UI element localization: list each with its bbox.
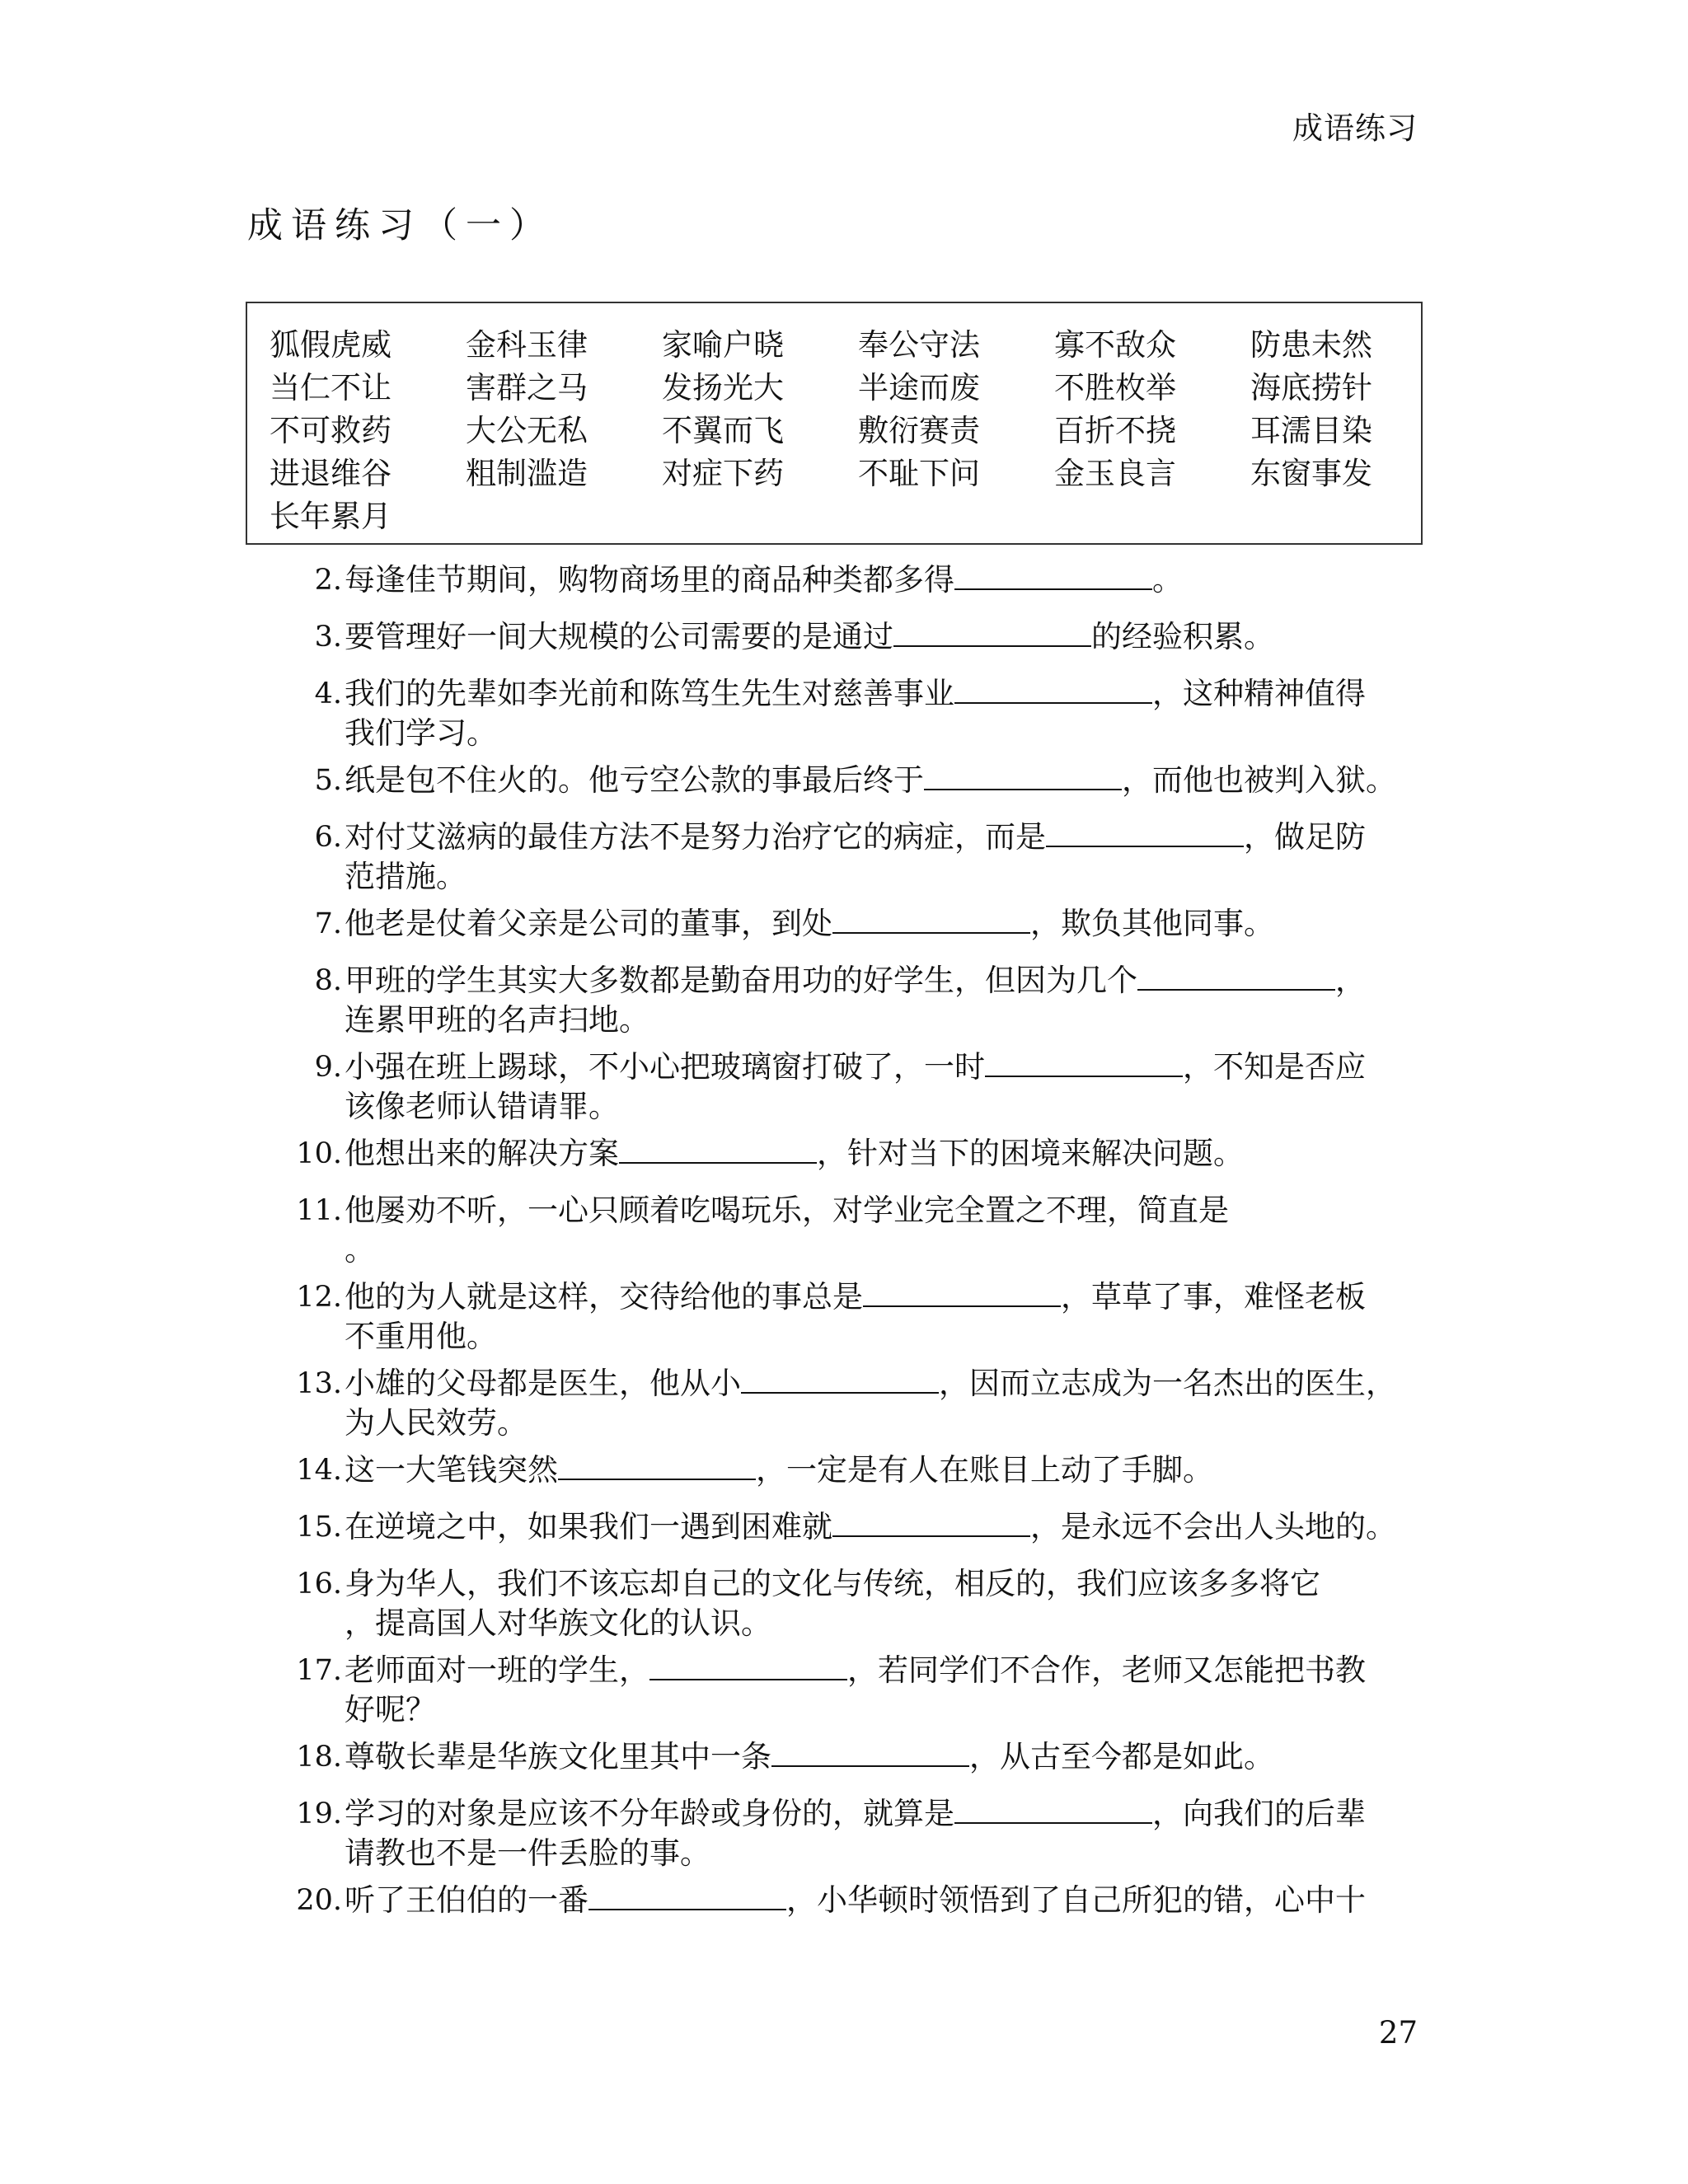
idiom-item: 进退维谷	[270, 456, 392, 491]
answer-blank[interactable]	[558, 1451, 756, 1480]
question-text: 身为华人，我们不该忘却自己的文化与传统，相反的，我们应该多多将它	[345, 1566, 1320, 1601]
question-number: 9.	[314, 1051, 342, 1084]
answer-blank[interactable]	[1137, 961, 1335, 991]
answer-blank[interactable]	[832, 904, 1030, 934]
question-text: 小强在班上踢球，不小心把玻璃窗打破了，一时	[345, 1049, 985, 1085]
question-item	[293, 1507, 1447, 1547]
question-item	[293, 1794, 1447, 1873]
answer-blank[interactable]	[649, 1651, 847, 1680]
question-text-continued: 连累甲班的名声扫地。	[345, 1002, 649, 1038]
question-number: 3.	[314, 621, 342, 654]
question-text-after-blank: ，从古至今都是如此。	[969, 1739, 1274, 1774]
question-text: 老师面对一班的学生，	[345, 1652, 649, 1688]
question-text-after-blank: ，向我们的后辈	[1152, 1796, 1366, 1831]
question-text: 他老是仗着父亲是公司的董事，到处	[345, 906, 832, 941]
question-text: 对付艾滋病的最佳方法不是努力治疗它的病症，而是	[345, 819, 1046, 855]
idiom-item: 害群之马	[466, 370, 588, 405]
idiom-word-bank	[246, 302, 1423, 545]
question-number: 11.	[296, 1194, 342, 1227]
idiom-item: 对症下药	[662, 456, 784, 491]
question-number: 16.	[296, 1568, 342, 1601]
idiom-item: 敷衍赛责	[858, 413, 980, 448]
question-text-after-blank: ，是永远不会出人头地的。	[1030, 1509, 1396, 1544]
question-number: 8.	[314, 964, 342, 997]
idiom-item: 海底捞针	[1250, 370, 1372, 405]
answer-blank[interactable]	[771, 1737, 969, 1767]
answer-blank[interactable]	[954, 674, 1152, 704]
answer-blank[interactable]	[893, 617, 1091, 647]
idiom-item: 不胜枚举	[1054, 370, 1176, 405]
idiom-item: 防患未然	[1250, 327, 1372, 363]
question-number: 20.	[296, 1884, 342, 1917]
question-text: 纸是包不住火的。他亏空公款的事最后终于	[345, 762, 924, 798]
question-text: 学习的对象是应该不分年龄或身份的，就算是	[345, 1796, 954, 1831]
answer-blank[interactable]	[741, 1364, 939, 1394]
question-number: 13.	[296, 1367, 342, 1400]
idiom-item: 不耻下问	[858, 456, 980, 491]
question-number: 12.	[296, 1281, 342, 1314]
question-text-after-blank: ，不知是否应	[1183, 1049, 1366, 1085]
question-text-after-blank: ，	[1335, 963, 1366, 998]
answer-blank[interactable]	[985, 1047, 1183, 1077]
question-text: 他想出来的解决方案	[345, 1136, 619, 1171]
question-item	[293, 1277, 1447, 1357]
question-text-after-blank: ，草草了事，难怪老板	[1061, 1279, 1366, 1315]
answer-blank[interactable]	[619, 1134, 817, 1164]
question-text-after-blank: ，小华顿时领悟到了自己所犯的错，心中十	[786, 1882, 1366, 1918]
question-text: 听了王伯伯的一番	[345, 1882, 588, 1918]
question-number: 6.	[314, 821, 342, 854]
question-text-after-blank: ，而他也被判入狱。	[1122, 762, 1396, 798]
question-item	[293, 1737, 1447, 1777]
question-text-continued: 请教也不是一件丢脸的事。	[345, 1835, 710, 1871]
idiom-item: 发扬光大	[662, 370, 784, 405]
question-number: 4.	[314, 677, 342, 710]
question-number: 18.	[296, 1741, 342, 1774]
question-number: 7.	[314, 907, 342, 940]
question-text-after-blank: ，若同学们不合作，老师又怎能把书教	[847, 1652, 1366, 1688]
idiom-item: 粗制滥造	[466, 456, 588, 491]
question-text-after-blank: ，做足防	[1244, 819, 1366, 855]
idiom-item: 家喻户晓	[662, 327, 784, 363]
idiom-item: 奉公守法	[858, 327, 980, 363]
question-text: 每逢佳节期间，购物商场里的商品种类都多得	[345, 562, 954, 598]
question-text-after-blank: 。	[1152, 562, 1183, 598]
idiom-item: 百折不挠	[1054, 413, 1176, 448]
page-title: 成语练习（一）	[247, 205, 553, 246]
idiom-item: 耳濡目染	[1250, 413, 1372, 448]
idiom-item: 寡不敌众	[1054, 327, 1176, 363]
running-header: 成语练习	[1292, 110, 1418, 146]
question-text-after-blank: ，针对当下的困境来解决问题。	[817, 1136, 1244, 1171]
question-text-continued: ，提高国人对华族文化的认识。	[345, 1605, 771, 1641]
answer-blank[interactable]	[954, 560, 1152, 590]
question-number: 5.	[314, 764, 342, 797]
question-text-continued: 为人民效劳。	[345, 1405, 528, 1441]
question-item	[293, 560, 1447, 600]
idiom-item: 长年累月	[270, 499, 392, 534]
question-number: 15.	[296, 1511, 342, 1544]
question-item	[293, 1651, 1447, 1730]
question-text: 这一大笔钱突然	[345, 1452, 558, 1488]
question-item	[293, 761, 1447, 800]
question-item	[293, 1451, 1447, 1490]
question-text: 我们的先辈如李光前和陈笃生先生对慈善事业	[345, 676, 954, 711]
idiom-item: 东窗事发	[1250, 456, 1372, 491]
page-number: 27	[1378, 2015, 1418, 2050]
question-text-after-blank: ，一定是有人在账目上动了手脚。	[756, 1452, 1213, 1488]
idiom-item: 不翼而飞	[662, 413, 784, 448]
question-text: 他屡劝不听，一心只顾着吃喝玩乐，对学业完全置之不理，简直是	[345, 1193, 1229, 1228]
question-text: 甲班的学生其实大多数都是勤奋用功的好学生，但因为几个	[345, 963, 1137, 998]
question-item	[293, 818, 1447, 897]
idiom-item: 金玉良言	[1054, 456, 1176, 491]
question-item	[293, 1191, 1447, 1270]
question-item	[293, 1047, 1447, 1127]
question-text-continued: 我们学习。	[345, 715, 497, 751]
answer-blank[interactable]	[588, 1881, 786, 1910]
question-text: 他的为人就是这样，交待给他的事总是	[345, 1279, 863, 1315]
question-number: 2.	[314, 564, 342, 597]
question-number: 19.	[296, 1797, 342, 1830]
question-text-after-blank: ，因而立志成为一名杰出的医生，	[939, 1366, 1396, 1401]
question-item	[293, 1881, 1447, 1920]
answer-blank[interactable]	[863, 1277, 1061, 1307]
question-text-continued: 。	[345, 1232, 375, 1268]
question-item	[293, 961, 1447, 1040]
question-item	[293, 617, 1447, 657]
question-number: 14.	[296, 1454, 342, 1487]
answer-blank[interactable]	[924, 761, 1122, 790]
question-text: 在逆境之中，如果我们一遇到困难就	[345, 1509, 832, 1544]
question-text-continued: 好呢？	[345, 1692, 436, 1727]
question-item	[293, 1364, 1447, 1443]
answer-blank[interactable]	[1046, 818, 1244, 847]
idiom-item: 狐假虎威	[270, 327, 392, 363]
idiom-item: 当仁不让	[270, 370, 392, 405]
question-item	[293, 904, 1447, 944]
question-item	[293, 674, 1447, 753]
question-item	[293, 1564, 1447, 1643]
idiom-item: 大公无私	[466, 413, 588, 448]
question-text-continued: 范措施。	[345, 859, 467, 894]
answer-blank[interactable]	[832, 1507, 1030, 1537]
idiom-item: 金科玉律	[466, 327, 588, 363]
question-text-continued: 该像老师认错请罪。	[345, 1089, 619, 1124]
question-number: 10.	[296, 1137, 342, 1170]
idiom-grid	[270, 320, 1447, 534]
question-text: 小雄的父母都是医生，他从小	[345, 1366, 741, 1401]
question-text-continued: 不重用他。	[345, 1319, 497, 1354]
question-item	[293, 1134, 1447, 1174]
question-list	[293, 560, 1447, 1938]
idiom-item: 半途而废	[858, 370, 980, 405]
question-text-after-blank: 的经验积累。	[1091, 619, 1274, 654]
question-number: 17.	[296, 1654, 342, 1687]
question-text-after-blank: ，欺负其他同事。	[1030, 906, 1274, 941]
question-text: 要管理好一间大规模的公司需要的是通过	[345, 619, 893, 654]
idiom-item: 不可救药	[270, 413, 392, 448]
answer-blank[interactable]	[954, 1794, 1152, 1824]
question-text: 尊敬长辈是华族文化里其中一条	[345, 1739, 771, 1774]
question-text-after-blank: ，这种精神值得	[1152, 676, 1366, 711]
